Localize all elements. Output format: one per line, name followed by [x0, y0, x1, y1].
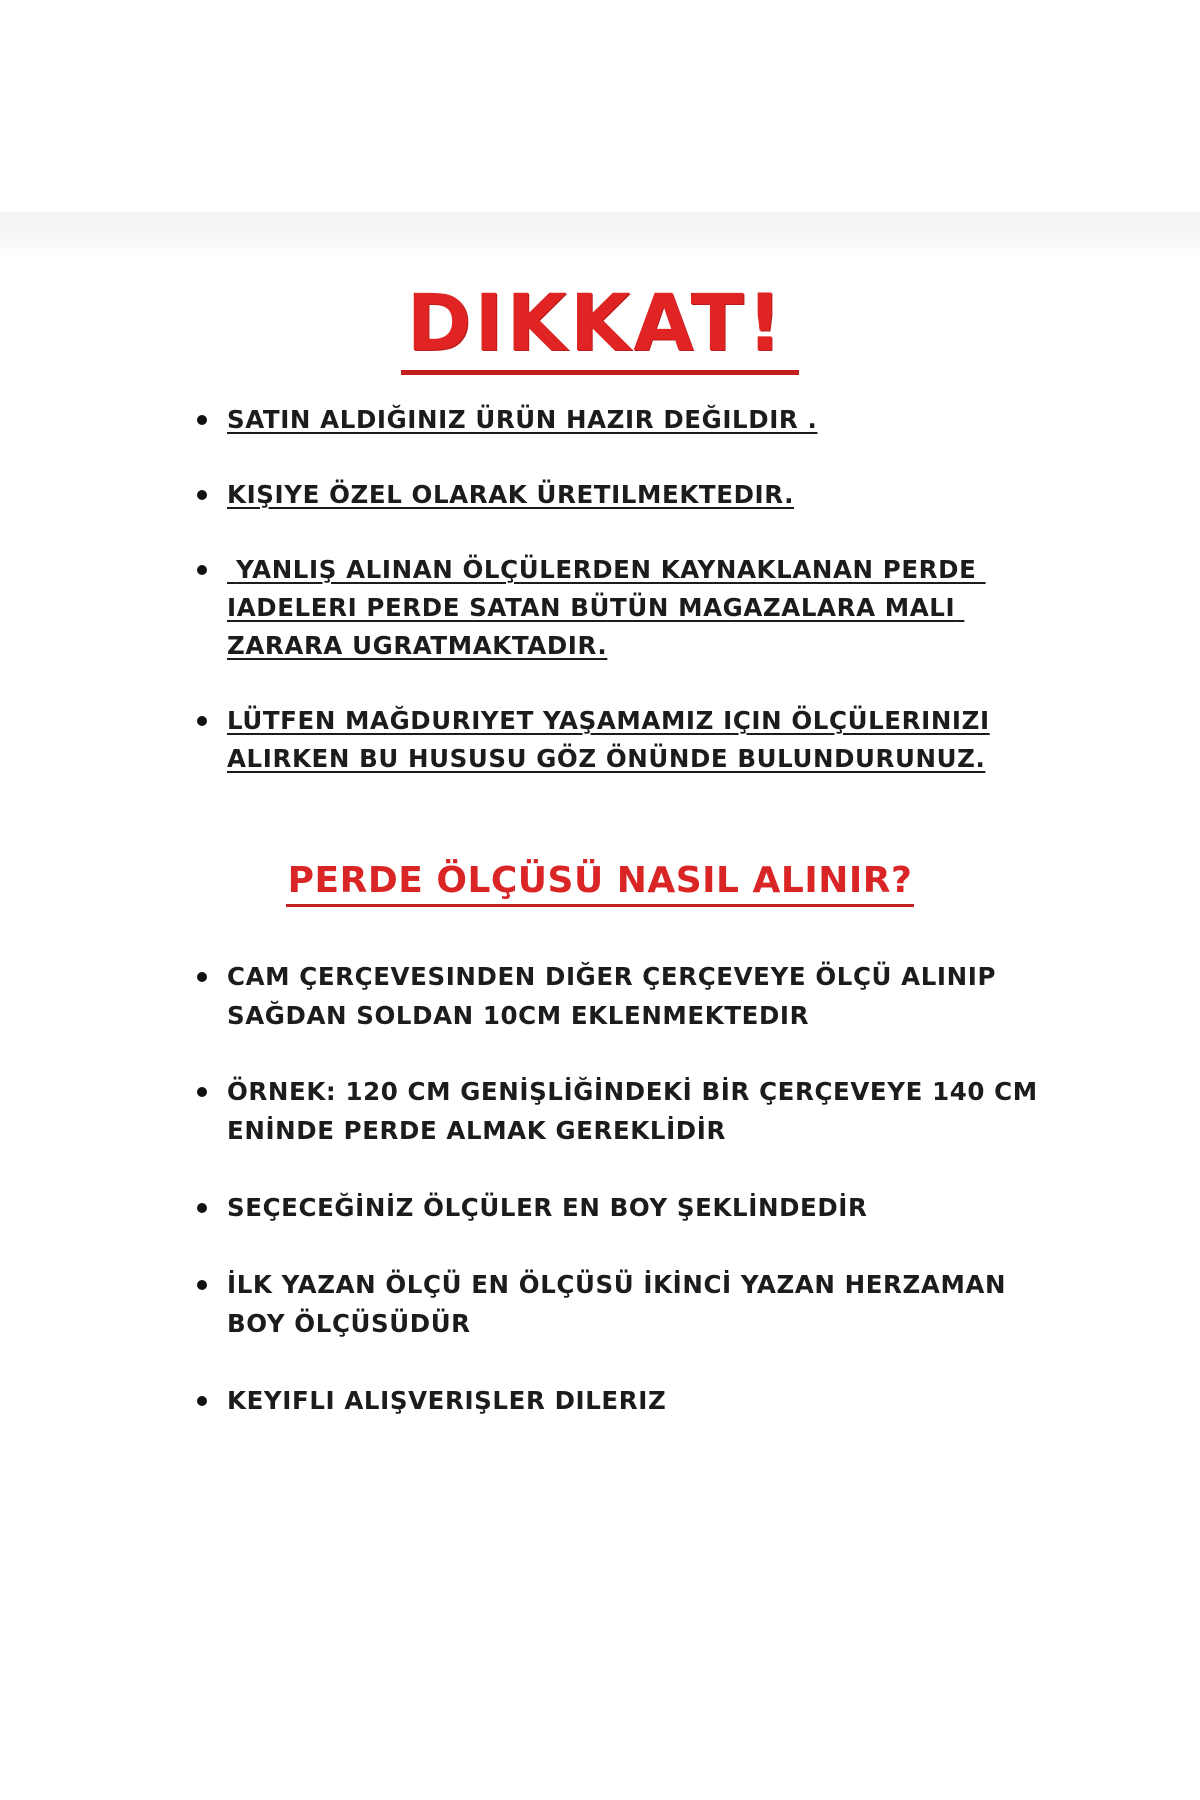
instruction-item-text: SEÇECEĞİNİZ ÖLÇÜLER EN BOY ŞEKLİNDEDİR: [227, 1193, 868, 1222]
warning-item: [197, 476, 1057, 514]
warning-item-text: KIŞIYE ÖZEL OLARAK ÜRETILMEKTEDIR.: [227, 480, 795, 509]
instruction-item-text: İLK YAZAN ÖLÇÜ EN ÖLÇÜSÜ İKİNCİ YAZAN HERZAMAN BOY ÖLÇÜSÜDÜR: [227, 1270, 1007, 1338]
top-shadow-band: [0, 212, 1200, 260]
warning-title: [0, 278, 1200, 375]
instruction-item: [197, 1072, 1057, 1150]
instruction-item: [197, 957, 1057, 1035]
warning-list: [197, 401, 1057, 778]
warning-item-text: YANLIŞ ALINAN ÖLÇÜLERDEN KAYNAKLANAN PERDE IADELERI PERDE SATAN BÜTÜN MAGAZALARA MALI ZARARA UGRATMAKTADIR.: [227, 555, 986, 660]
warning-title-text: DIKKAT!: [401, 278, 800, 375]
bullet-icon: [197, 1280, 207, 1290]
measurement-title-text: PERDE ÖLÇÜSÜ NASIL ALINIR?: [286, 858, 915, 907]
instruction-item: [197, 1188, 1057, 1227]
warning-item-text: LÜTFEN MAĞDURIYET YAŞAMAMIZ IÇIN ÖLÇÜLERINIZI ALIRKEN BU HUSUSU GÖZ ÖNÜNDE BULUNDURUNUZ.: [227, 706, 990, 773]
bullet-icon: [197, 1087, 207, 1097]
bullet-icon: [197, 415, 207, 425]
measurement-title: [0, 858, 1200, 907]
bullet-icon: [197, 972, 207, 982]
instruction-item-text: KEYIFLI ALIŞVERIŞLER DILERIZ: [227, 1386, 667, 1415]
instruction-item: [197, 1381, 1057, 1420]
bullet-icon: [197, 490, 207, 500]
bullet-icon: [197, 565, 207, 575]
bullet-icon: [197, 1396, 207, 1406]
warning-item: [197, 702, 1057, 778]
warning-item-text: SATIN ALDIĞINIZ ÜRÜN HAZIR DEĞILDIR .: [227, 405, 818, 434]
bullet-icon: [197, 1203, 207, 1213]
bullet-icon: [197, 716, 207, 726]
instruction-item-text: ÖRNEK: 120 CM GENİŞLİĞİNDEKİ BİR ÇERÇEVEYE 140 CM ENİNDE PERDE ALMAK GEREKLİDİR: [227, 1077, 1038, 1145]
warning-item: [197, 401, 1057, 439]
instruction-item: [197, 1265, 1057, 1343]
instruction-item-text: CAM ÇERÇEVESINDEN DIĞER ÇERÇEVEYE ÖLÇÜ ALINIP SAĞDAN SOLDAN 10CM EKLENMEKTEDIR: [227, 962, 997, 1030]
instruction-list: [197, 957, 1057, 1420]
warning-item: [197, 551, 1057, 665]
